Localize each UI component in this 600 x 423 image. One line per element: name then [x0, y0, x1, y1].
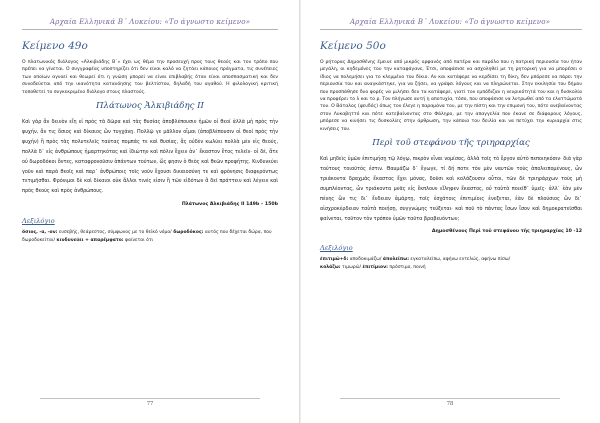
lexicon-term: ἐπιτίμιον:	[362, 265, 388, 270]
lexicon-term: κινδυνεύει + απαρέμφατο:	[54, 237, 124, 243]
running-header: Αρχαία Ελληνικά Β΄ Λυκείου: «Το άγνωστο κείμενο»	[49, 17, 251, 26]
lexicon-term: ἐπιτιμῶ+δ:	[320, 257, 349, 263]
lexicon-gloss: ευσεβής, θεάρεστος, σύμφωνος με το θεϊκό νόμο/	[57, 230, 172, 236]
footer-divider	[40, 398, 260, 399]
right-page	[300, 0, 600, 423]
lexicon-term: ἀπολείπω:	[382, 257, 409, 263]
ancient-text: Καὶ μηδεὶς ὑμῶν ἐπιτιμήσῃ τῷ λόγῳ, πικρὸν εἶναι νομίσας, ἀλλὰ τοῖς τὸ ἔργον αὐτὸ πεποιηκόσιν· διὰ γὰρ τούτους τοιαῦτός ἐστιν. Θαυμάζω δ᾽ ἔγωγε, τί δή ποτε τὸν μὲν ναυτῶν τοὺς ἀπολειπομένους, ὧν τριάκοντα δραχμὰς ἕκαστος ἔχει μόνας, δοῦσι καὶ κολάζουσιν οὗτοι, τῶν δὲ τριηράρχων τοὺς μὴ συμπλέοντας, ὧν τριάκοντα μνᾶς εἰς ἔκπλουν εἴληφεν ἕκαστος, οὐ ταὐτὰ ποιεῖθ᾽ ὑμεῖς· ἀλλ᾽ ἐὰν μὲν πένης ὢν τις δι᾽ ἔνδειαν ἁμάρτῃ, τοῖς ἐσχάτοις ἐπιτιμίοις ἐνεξεται, ἐὰν δὲ πλούσιος ὢν δι᾽ αἰσχροκέρδειαν ταὐτὰ ποιήσῃ, συγγνώμης τεύξεται· καὶ ποῦ τὸ πάντας ἴσων ἴσον καὶ δημοκρατεῖσθαι φαίνεται, τοῦτον τὸν τρόπον ὑμῶν ταῦτα βραβευόντων;	[320, 156, 582, 222]
text-title: Κείμενο 49ο	[22, 40, 88, 52]
right-page-content	[320, 40, 582, 272]
lexicon-gloss: αυτός που δέχεται δώρα, που δωροδοκείται/	[22, 230, 272, 243]
lexicon-term: κολάζω:	[320, 265, 341, 270]
left-page-content	[22, 40, 278, 244]
lexicon-gloss: τιμωρώ/	[340, 265, 363, 270]
section-title: Περὶ τοῦ στεφάνου τῆς τριηραρχίας	[372, 138, 530, 149]
lexicon-gloss: αποδοκιμάζω/	[348, 257, 383, 263]
lexicon-gloss: πρόστιμο, ποινή	[387, 265, 426, 270]
lexicon-term: δωροδόκος:	[171, 230, 204, 236]
lexicon-title: Λεξιλόγιο	[22, 217, 55, 226]
running-header: Αρχαία Ελληνικά Β΄ Λυκείου: «Το άγνωστο κείμενο»	[349, 17, 551, 26]
intro-paragraph: Ο ρήτορας Δημοσθένης έμεινε από μικρός ορφανός από πατέρα και παρόλο που η πατρική περιουσία του ήταν μεγάλη, οι κηδεμόνες του την καταφάγανε, Έτσι, αποφάσισε να ασχοληθεί με τη ρητορική για να μπορέσει ο ίδιος να πολεμήσει για το κλεμμένο του δίκιο. Αν και κατάφερε να κερδίσει τη δίκη, δεν μπόρεσε να πάρει την περιουσία του και αναγκάστηκε, για να ζήσει, να γράφει λόγους και να πληρώνεται. Στην εκκλησία του δήμου που προσπάθησε δυο φορές να μιλήσει δεν τα κατάφερε, γιατί τον εμπόδιζαν η νευρικότητά του και η δυσκολία να προφέρει το λ και το ρ. Τον πλήγωσε αυτή η αποτυχία, τόσο, που αποφάσισε να λυτρωθεί από τα ελαττώματά του. Ο Βάταλος (ψευδός) όπως τον έλεγε η παραμάνα του, με την πίστη και την επιμονή του, πότε ανεβαίνοντας στον Λυκαβηττό και πότε κατεβαίνοντας στο Φάληρο, με την απαγγελία που έκανε σε διάφορους λόγους, μπόρεσε να κινήσει τις δυσκολίες στην άρθρωση, την κάποια του δειλία και να πετύχει την κυριαρχία στις κινήσεις του.	[320, 60, 582, 132]
lexicon-term: ὅσιος, -α, -ον:	[22, 230, 58, 236]
intro-paragraph: Ο πλατωνικός διάλογος «Αλκιβιάδης Β΄» έχει ως θέμα την προσευχή προς τους θεούς και τον τρόπο που πρέπει να γίνεται. Ο συγγραφέας υποστηρίζει ότι δεν είναι καλό να ζητάει κάποιος πράγματα, τις συνέπειες των οποίων αγνοεί και θεωρεί ότι η γνώση μπορεί να είναι επιβλαβής όταν είναι αποσπασματική και δεν συνοδεύεται από την ικανότητα κατανόησης του βελτίστου, δηλαδή του αγαθού. Η φιλολογική κριτική τοποθετεί το συγκεκριμένο διάλογο στους πλαστούς.	[22, 60, 278, 95]
lexicon-gloss: εγκαταλείπω, αφήνω εντελώς, αφήνω πίσω/	[409, 257, 511, 263]
lexicon	[22, 229, 278, 244]
section-title: Πλάτωνος Ἀλκιβιάδης ΙΙ	[96, 101, 204, 112]
text-title: Κείμενο 50ο	[320, 40, 386, 52]
page-number: 78	[446, 401, 454, 407]
footer-divider	[340, 398, 560, 399]
lexicon-gloss: φαίνεται ότι	[123, 237, 154, 243]
page-number: 77	[146, 401, 154, 407]
header-divider	[320, 29, 582, 30]
citation: Δημοσθένους Περὶ τοῦ στεφάνου τῆς τριηραρχίας 10 -12	[431, 229, 582, 235]
lexicon-title: Λεξιλόγιο	[320, 244, 353, 253]
citation: Πλάτωνος Ἀλκιβιάδης ΙΙ 149b – 150b	[181, 202, 278, 208]
lexicon	[320, 256, 582, 271]
header-divider	[22, 29, 278, 30]
ancient-text: Καὶ γὰρ ἂν δεινὸν εἴη εἰ πρὸς τὰ δῶρα καὶ τὰς θυσίας ἀποβλέπουσιν ἡμῶν οἱ θεοί ἀλλὰ μὴ πρὸς τὴν ψυχήν, ἄν τις ὅσιος καὶ δίκαιος ὢν τυγχάνῃ. Πολλῷ γε μᾶλλον οἶμαι (ἀποβλέπουσιν οἱ θεοί πρὸς τὴν ψυχήν) ἢ πρὸς τὰς πολυτελεῖς ταύτας πομπάς τε καὶ θυσίας, ἅς οὐδὲν κωλύει πολλὰ μὲν εἰς θεούς, πολλὰ δ᾽ εἰς ἀνθρώπους ἡμαρτηκότας καὶ ἰδιώτην καὶ πόλιν ἔχειν ἀν᾽ ἕκαστον ἔτος τελεῖν· οἱ δέ, ἅτε οὐ δωροδόκοι ὄντες, καταφρονοῦσιν ἁπάντων τούτων, ὥς φησιν ὁ θεὸς καὶ θεῶν προφήτης. Κινδυνεύει γοῦν καὶ παρὰ θεοῖς καὶ παρ᾽ ἀνθρώποις τοῖς νοῦν ἔχουσι δικαιοσύνη τε καὶ φρόνησις διαφερόντως τετιμῆσθαι. Φρόνιμοι δὲ καὶ δίκαιοι οὐκ ἄλλοι τινές εἰσιν ἢ τῶν εἰδότων ἃ δεῖ πράττειν καὶ λέγειν καὶ πρὸς θεοὺς καὶ πρὸς ἀνθρώπους.	[22, 119, 278, 195]
